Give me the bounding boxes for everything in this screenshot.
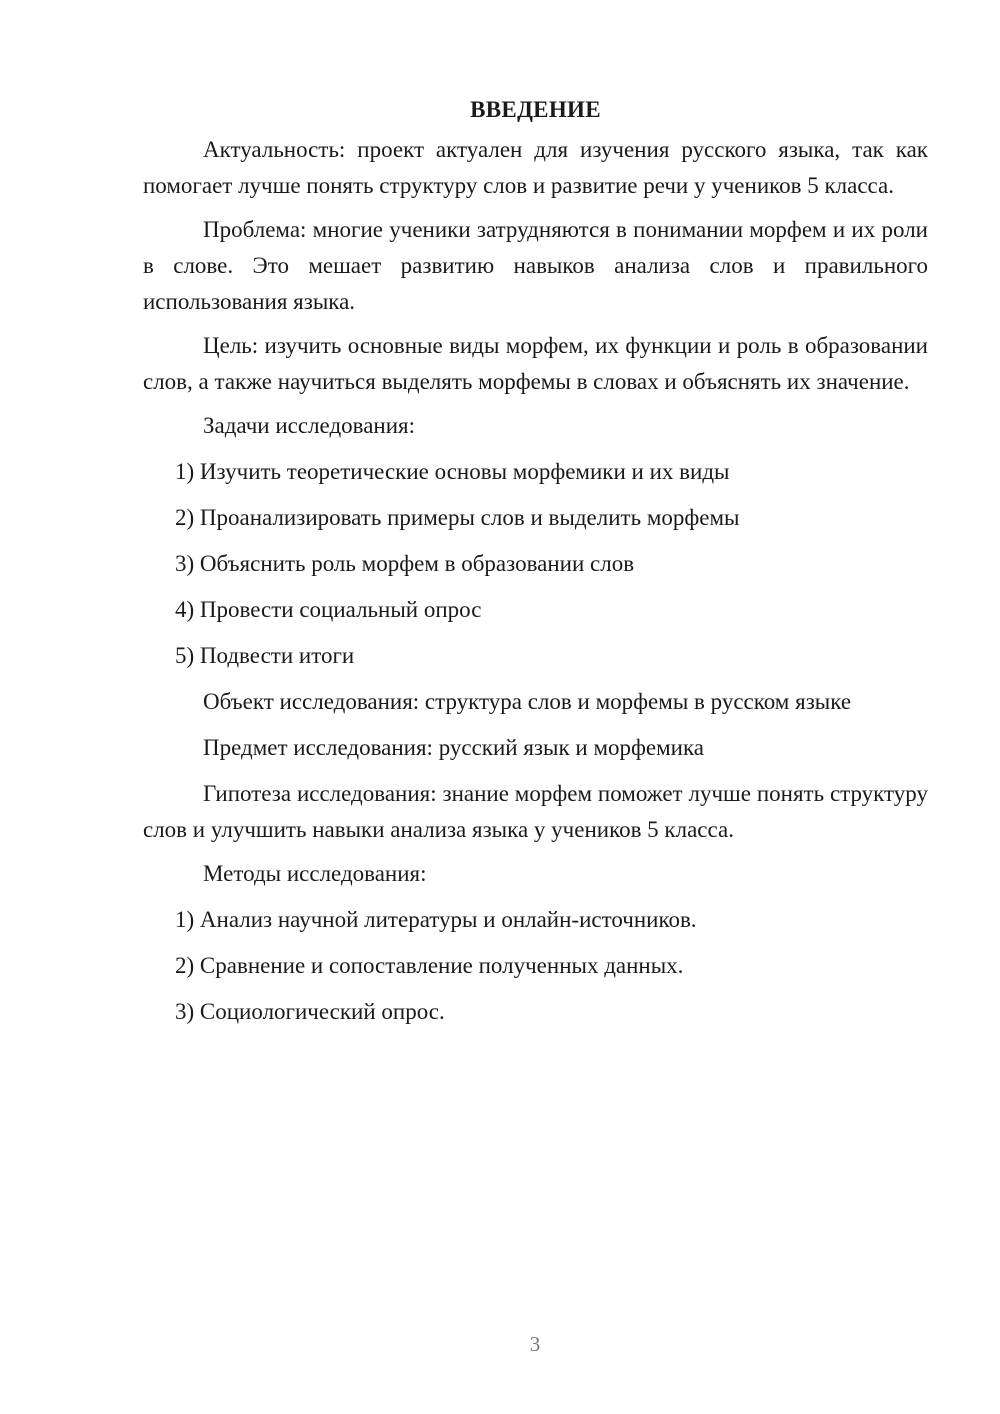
problem-paragraph: Проблема: многие ученики затрудняются в понимании морфем и их роли в слове. Это мешает развитию навыков анализа слов и правильного использования языка. xyxy=(143,217,928,314)
object-line: Объект исследования: структура слов и морфемы в русском языке xyxy=(203,689,852,714)
tasks-heading: Задачи исследования: xyxy=(203,413,416,438)
list-item: 2) Проанализировать примеры слов и выделить морфемы xyxy=(175,505,740,530)
methods-heading: Методы исследования: xyxy=(203,861,427,886)
relevance-paragraph: Актуальность: проект актуален для изучения русского языка, так как помогает лучше понять структуру слов и развитие речи у учеников 5 класса. xyxy=(143,137,928,198)
document-page xyxy=(143,92,928,1040)
list-item: 3) Объяснить роль морфем в образовании слов xyxy=(175,551,635,576)
list-item: 5) Подвести итоги xyxy=(175,643,355,668)
subject-line: Предмет исследования: русский язык и морфемика xyxy=(203,735,705,760)
page-number: 3 xyxy=(529,1332,541,1356)
list-item: 1) Изучить теоретические основы морфемики и их виды xyxy=(175,459,730,484)
page-title: ВВЕДЕНИЕ xyxy=(470,97,601,122)
list-item: 4) Провести социальный опрос xyxy=(175,597,482,622)
list-item: 1) Анализ научной литературы и онлайн-источников. xyxy=(175,907,697,932)
goal-paragraph: Цель: изучить основные виды морфем, их функции и роль в образовании слов, а также научиться выделять морфемы в словах и объяснять их значение. xyxy=(143,333,928,394)
list-item: 2) Сравнение и сопоставление полученных данных. xyxy=(175,953,684,978)
hypothesis-paragraph: Гипотеза исследования: знание морфем поможет лучше понять структуру слов и улучшить навыки анализа языка у учеников 5 класса. xyxy=(143,781,928,842)
list-item: 3) Социологический опрос. xyxy=(175,999,445,1024)
